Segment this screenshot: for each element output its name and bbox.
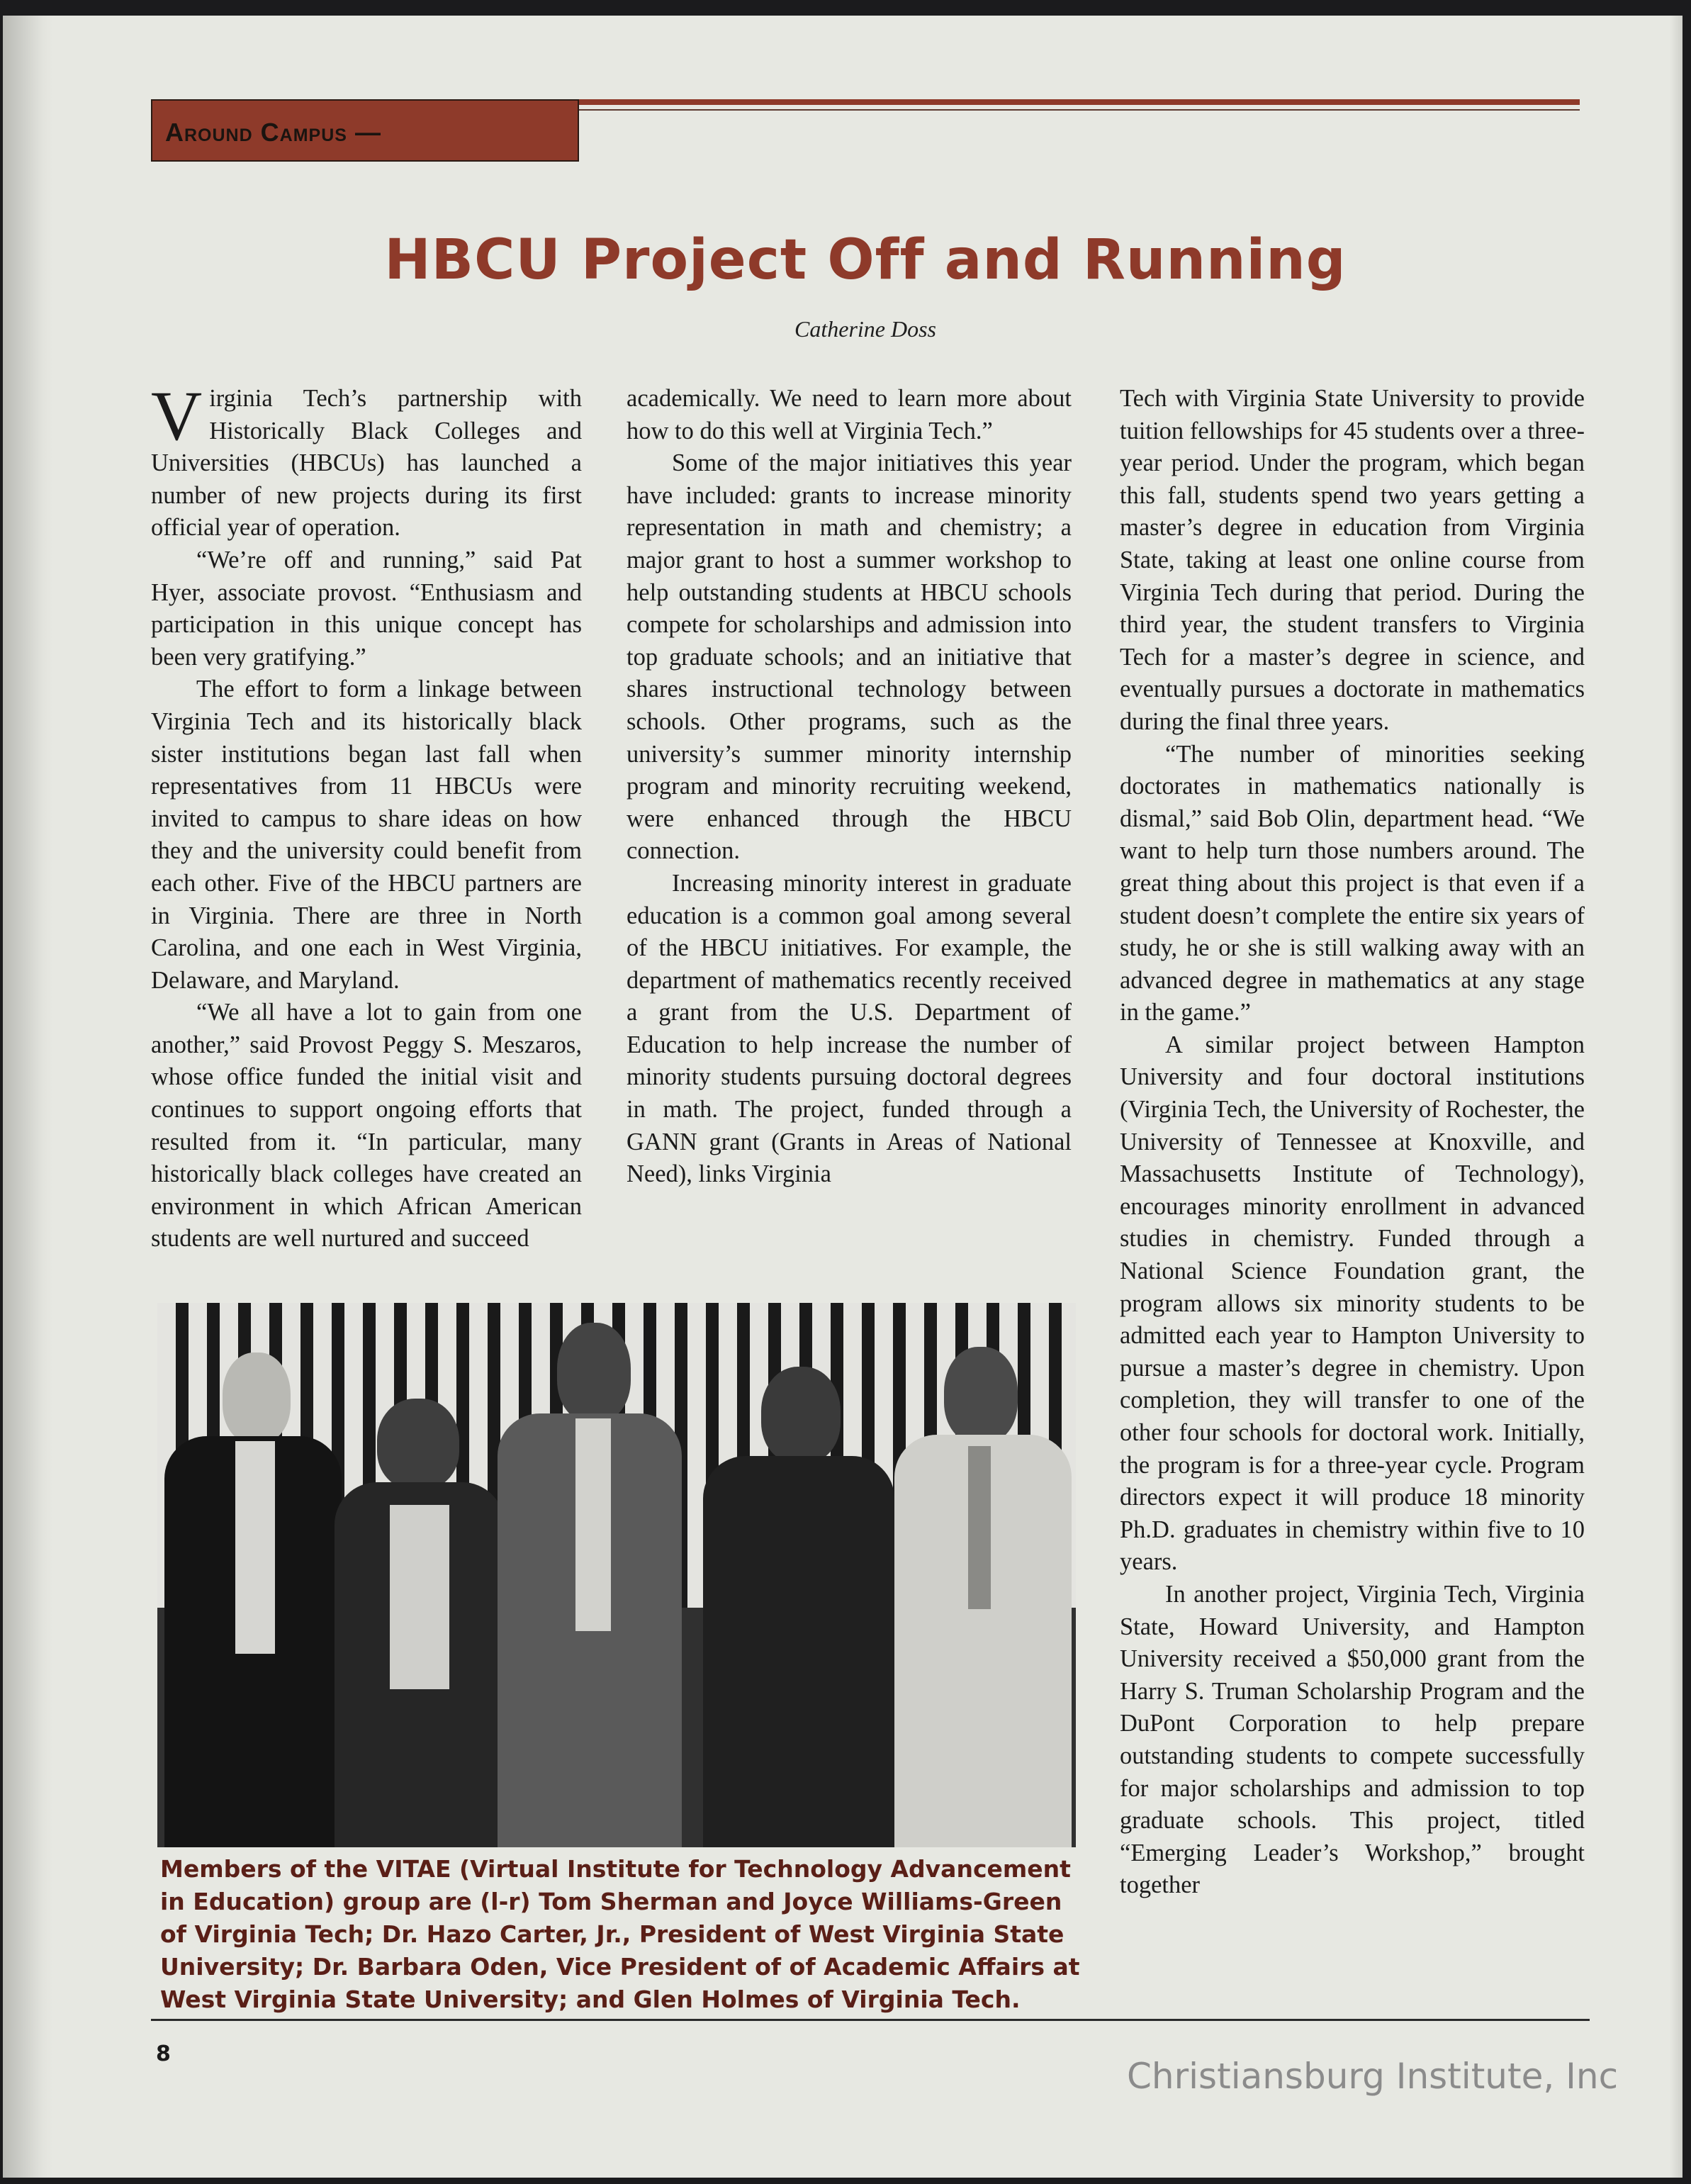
person-head (944, 1347, 1018, 1443)
paragraph: A similar project between Hampton University and four doctoral institutions (Virginia Tech, the University of Rochester, the University of Tennessee at Knoxville, and Massachusetts Institute of Technology), encourages minority enrollment in advanced studies in chemistry. Funded through a National Science Foundation grant, the program allows six minority students to be admitted each year to Hampton University to pursue a master’s degree in chemistry. Upon completion, they will transfer to one of the other four schools for doctoral work. Initially, the program is for a three-year cycle. Program directors expect it will produce 18 minority Ph.D. graduates in chemistry within five to 10 years. (1120, 1031, 1585, 1576)
paragraph: Some of the major initiatives this year have included: grants to increase minority representation in math and chemistry; a major grant to host a summer workshop to help outstanding students at HBCU schools compete for scholarships and admission into top graduate schools; and an initiative that shares instructional technology between schools. Other programs, such as the university’s summer minority internship program and minority recruiting weekend, were enhanced through the HBCU connection. (627, 449, 1072, 865)
paragraph: Tech with Virginia State University to provide tuition fellowships for 45 students over a three-year period. Under the program, which began this fall, students spend two years getting a master’s degree in education from Virginia State, taking at least one online course from Virginia Tech during that period. During the third year, the student transfers to Virginia Tech for a master’s degree in science, and eventually pursues a doctorate in mathematics during the final three years. (1120, 385, 1585, 735)
person-head (761, 1367, 841, 1463)
person-head (223, 1353, 291, 1443)
article-column-3 (1120, 383, 1585, 2006)
article-title: HBCU Project Off and Running (384, 228, 1347, 292)
photo-caption: Members of the VITAE (Virtual Institute for Technology Advancement in Education) group are (l-r) Tom Sherman and Joyce Williams-Green of Virginia Tech; Dr. Hazo Carter, Jr., President of West Virginia State University; Dr. Barbara Oden, Vice President of of Academic Affairs at West Virginia State University; and Glen Holmes of Virginia Tech. (160, 1855, 1080, 2013)
paragraph: The effort to form a linkage between Virginia Tech and its historically black sister institutions began last fall when representatives from 11 HBCUs were invited to campus to share ideas on how they and the university could benefit from each other. Five of the HBCU partners are in Virginia. There are three in North Carolina, and one each in West Virginia, Delaware, and Maryland. (151, 676, 582, 994)
paragraph: academically. We need to learn more about how to do this well at Virginia Tech.” (627, 385, 1072, 444)
article-column-2 (627, 383, 1072, 1269)
section-label: Around Campus — (165, 118, 381, 147)
footer-rule (151, 2019, 1590, 2021)
drop-cap: V (151, 376, 203, 455)
person-shirt (235, 1441, 275, 1654)
person-blouse (390, 1505, 449, 1689)
header-rule (579, 99, 1580, 105)
paragraph: Increasing minority interest in graduate education is a common goal among several of the HBCU initiatives. For example, the department of mathematics recently received a grant from the U.S. Department of Education to help increase the number of minority students pursuing doctoral degrees in math. The project, funded through a GANN grant (Grants in Areas of National Need), links Virginia (627, 869, 1072, 1188)
page-edge-shadow (1670, 16, 1682, 2178)
person-5 (894, 1347, 1072, 1847)
article-column-1 (151, 376, 582, 1269)
watermark: Christiansburg Institute, Inc (1127, 2056, 1619, 2097)
person-4 (703, 1367, 894, 1847)
paragraph: “We’re off and running,” said Pat Hyer, associate provost. “Enthusiasm and participation in this unique concept has been very gratifying.” (151, 546, 582, 671)
paragraph: “We all have a lot to gain from one another,” said Provost Peggy S. Meszaros, whose office funded the initial visit and continues to support ongoing efforts that resulted from it. “In particular, many historically black colleges have created an environment in which African American students are well nurtured and succeed (151, 999, 582, 1253)
paragraph: “The number of minorities seeking doctorates in mathematics nationally is dismal,” said Bob Olin, department head. “We want to help turn those numbers around. The great thing about this project is that even if a student doesn’t complete the entire six years of study, he or she is still walking away with an advanced degree in mathematics at any stage in the game.” (1120, 740, 1585, 1026)
paragraph: In another project, Virginia Tech, Virginia State, Howard University, and Hampton University received a $50,000 grant from the Harry S. Truman Scholarship Program and the DuPont Corporation to help prepare outstanding students to compete successfully for major scholarships and admission to top graduate schools. This project, titled “Emerging Leader’s Workshop,” brought together (1120, 1580, 1585, 1899)
person-3 (498, 1323, 682, 1847)
person-2 (335, 1399, 505, 1847)
section-label-box (151, 99, 579, 162)
person-tie (968, 1446, 991, 1609)
page-number: 8 (156, 2042, 171, 2066)
paragraph: Virginia Tech’s partnership with Historically Black Colleges and Universities (HBCUs) has launched a number of new projects during its first official year of operation. (151, 376, 582, 542)
header-rule-thin (579, 109, 1580, 111)
person-body (703, 1456, 894, 1847)
person-1 (164, 1353, 342, 1847)
group-photo (157, 1303, 1076, 1847)
person-head (557, 1323, 631, 1422)
section-header (151, 99, 1580, 162)
page-gutter-shadow (3, 16, 52, 2178)
person-shirt (575, 1418, 611, 1631)
article-byline: Catherine Doss (794, 316, 936, 342)
person-head (377, 1399, 459, 1489)
